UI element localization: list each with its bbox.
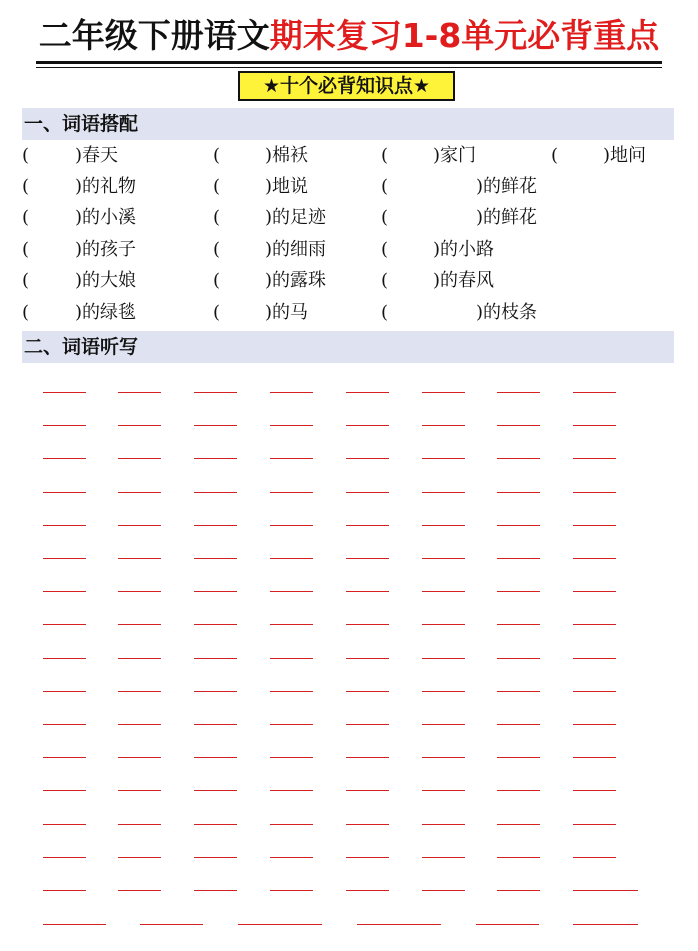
- dictation-blank-line[interactable]: [43, 458, 86, 459]
- dictation-blank-line[interactable]: [573, 658, 616, 659]
- pairing-word: )的小路: [433, 239, 495, 260]
- pairing-word: )的鲜花: [476, 176, 538, 197]
- dictation-blank-line[interactable]: [422, 890, 465, 891]
- pairing-word: )的露珠: [265, 270, 327, 291]
- dictation-blank-line[interactable]: [118, 558, 161, 559]
- dictation-blank-line[interactable]: [43, 691, 86, 692]
- dictation-blank-line[interactable]: [194, 492, 237, 493]
- open-paren: (: [213, 145, 221, 166]
- dictation-blank-line[interactable]: [346, 790, 389, 791]
- dictation-blank-line[interactable]: [422, 525, 465, 526]
- dictation-blank-line[interactable]: [497, 724, 540, 725]
- dictation-blank-line[interactable]: [194, 425, 237, 426]
- pairing-word: )的小溪: [75, 207, 137, 228]
- section-heading-word-pairing: 一、词语搭配: [22, 108, 674, 140]
- dictation-blank-line[interactable]: [194, 890, 237, 891]
- dictation-blank-line[interactable]: [497, 890, 540, 891]
- dictation-blank-line[interactable]: [497, 790, 540, 791]
- dictation-blank-line[interactable]: [346, 392, 389, 393]
- dictation-blank-line[interactable]: [422, 757, 465, 758]
- pairing-word: )地说: [265, 176, 309, 197]
- dictation-blank-line[interactable]: [573, 790, 616, 791]
- dictation-blank-line[interactable]: [43, 624, 86, 625]
- dictation-blank-line[interactable]: [573, 525, 616, 526]
- dictation-blank-line[interactable]: [118, 824, 161, 825]
- dictation-blank-line[interactable]: [573, 591, 616, 592]
- page-title: [0, 14, 698, 58]
- dictation-blank-line[interactable]: [497, 824, 540, 825]
- dictation-blank-line[interactable]: [43, 924, 106, 925]
- dictation-blank-line[interactable]: [497, 492, 540, 493]
- dictation-blank-line[interactable]: [573, 890, 638, 891]
- dictation-blank-line[interactable]: [346, 591, 389, 592]
- dictation-blank-line[interactable]: [118, 658, 161, 659]
- dictation-blank-line[interactable]: [422, 458, 465, 459]
- dictation-blank-line[interactable]: [573, 392, 616, 393]
- dictation-blank-line[interactable]: [422, 724, 465, 725]
- dictation-blank-line[interactable]: [573, 824, 616, 825]
- title-rule-thin: [36, 67, 662, 68]
- dictation-blank-line[interactable]: [194, 525, 237, 526]
- open-paren: (: [22, 145, 30, 166]
- dictation-blank-line[interactable]: [497, 425, 540, 426]
- dictation-blank-line[interactable]: [497, 392, 540, 393]
- pairing-word: )棉袄: [265, 145, 309, 166]
- dictation-blank-line[interactable]: [43, 724, 86, 725]
- pairing-word: )春天: [75, 145, 119, 166]
- dictation-blank-line[interactable]: [270, 458, 313, 459]
- dictation-blank-line[interactable]: [573, 691, 616, 692]
- title-red-part: 期末复习1-8单元必背重点: [269, 16, 660, 55]
- dictation-blank-line[interactable]: [43, 591, 86, 592]
- dictation-blank-line[interactable]: [497, 757, 540, 758]
- dictation-blank-line[interactable]: [118, 757, 161, 758]
- dictation-blank-line[interactable]: [270, 591, 313, 592]
- dictation-blank-line[interactable]: [194, 724, 237, 725]
- dictation-blank-line[interactable]: [43, 392, 86, 393]
- title-rule-thick: [36, 61, 662, 64]
- knowledge-badge: ★十个必背知识点★: [238, 71, 455, 101]
- open-paren: (: [213, 176, 221, 197]
- dictation-blank-line[interactable]: [270, 658, 313, 659]
- dictation-blank-line[interactable]: [573, 924, 638, 925]
- pairing-word: )的马: [265, 302, 309, 323]
- dictation-blank-line[interactable]: [357, 924, 441, 925]
- dictation-blank-line[interactable]: [43, 492, 86, 493]
- dictation-blank-line[interactable]: [194, 591, 237, 592]
- pairing-word: )的绿毯: [75, 302, 137, 323]
- dictation-blank-line[interactable]: [118, 392, 161, 393]
- dictation-blank-line[interactable]: [422, 824, 465, 825]
- dictation-blank-line[interactable]: [422, 558, 465, 559]
- dictation-blank-line[interactable]: [43, 890, 86, 891]
- dictation-blank-line[interactable]: [140, 924, 203, 925]
- open-paren: (: [22, 239, 30, 260]
- dictation-blank-line[interactable]: [43, 525, 86, 526]
- dictation-blank-line[interactable]: [270, 525, 313, 526]
- dictation-blank-line[interactable]: [346, 658, 389, 659]
- open-paren: (: [22, 302, 30, 323]
- dictation-blank-line[interactable]: [497, 624, 540, 625]
- dictation-blank-line[interactable]: [43, 790, 86, 791]
- pairing-word: )地问: [603, 145, 647, 166]
- dictation-blank-line[interactable]: [346, 857, 389, 858]
- dictation-blank-line[interactable]: [118, 691, 161, 692]
- dictation-blank-line[interactable]: [346, 458, 389, 459]
- dictation-blank-line[interactable]: [422, 658, 465, 659]
- dictation-blank-line[interactable]: [270, 624, 313, 625]
- dictation-blank-line[interactable]: [43, 658, 86, 659]
- dictation-blank-line[interactable]: [497, 591, 540, 592]
- dictation-blank-line[interactable]: [422, 624, 465, 625]
- dictation-blank-line[interactable]: [573, 558, 616, 559]
- dictation-blank-line[interactable]: [118, 890, 161, 891]
- dictation-blank-line[interactable]: [270, 757, 313, 758]
- dictation-blank-line[interactable]: [346, 757, 389, 758]
- pairing-word: )家门: [433, 145, 477, 166]
- dictation-blank-line[interactable]: [497, 525, 540, 526]
- dictation-blank-line[interactable]: [194, 691, 237, 692]
- dictation-blank-line[interactable]: [497, 691, 540, 692]
- dictation-blank-line[interactable]: [43, 857, 86, 858]
- dictation-blank-line[interactable]: [43, 558, 86, 559]
- open-paren: (: [381, 239, 389, 260]
- dictation-blank-line[interactable]: [346, 425, 389, 426]
- dictation-blank-line[interactable]: [346, 558, 389, 559]
- dictation-blank-line[interactable]: [194, 824, 237, 825]
- dictation-blank-line[interactable]: [194, 790, 237, 791]
- pairing-word: )的孩子: [75, 239, 137, 260]
- dictation-blank-line[interactable]: [422, 492, 465, 493]
- dictation-blank-line[interactable]: [118, 525, 161, 526]
- dictation-blank-line[interactable]: [270, 425, 313, 426]
- dictation-blank-line[interactable]: [497, 458, 540, 459]
- dictation-blank-line[interactable]: [497, 558, 540, 559]
- pairing-word: )的细雨: [265, 239, 327, 260]
- dictation-blank-line[interactable]: [270, 724, 313, 725]
- dictation-blank-line[interactable]: [346, 525, 389, 526]
- dictation-blank-line[interactable]: [573, 458, 616, 459]
- open-paren: (: [381, 302, 389, 323]
- dictation-blank-line[interactable]: [194, 757, 237, 758]
- dictation-blank-line[interactable]: [194, 392, 237, 393]
- open-paren: (: [213, 302, 221, 323]
- dictation-blank-line[interactable]: [346, 691, 389, 692]
- open-paren: (: [381, 176, 389, 197]
- dictation-blank-line[interactable]: [118, 624, 161, 625]
- title-black-part: 二年级下册语文: [38, 16, 270, 55]
- dictation-blank-line[interactable]: [118, 458, 161, 459]
- dictation-blank-line[interactable]: [573, 492, 616, 493]
- dictation-blank-line[interactable]: [422, 790, 465, 791]
- dictation-blank-line[interactable]: [270, 691, 313, 692]
- dictation-blank-line[interactable]: [422, 425, 465, 426]
- dictation-blank-line[interactable]: [422, 591, 465, 592]
- pairing-word: )的大娘: [75, 270, 137, 291]
- dictation-blank-line[interactable]: [118, 425, 161, 426]
- open-paren: (: [213, 207, 221, 228]
- dictation-blank-line[interactable]: [422, 691, 465, 692]
- open-paren: (: [22, 176, 30, 197]
- dictation-blank-line[interactable]: [43, 757, 86, 758]
- pairing-word: )的足迹: [265, 207, 327, 228]
- open-paren: (: [22, 270, 30, 291]
- dictation-blank-line[interactable]: [346, 824, 389, 825]
- open-paren: (: [381, 207, 389, 228]
- open-paren: (: [381, 145, 389, 166]
- pairing-word: )的礼物: [75, 176, 137, 197]
- pairing-word: )的春风: [433, 270, 495, 291]
- dictation-blank-line[interactable]: [270, 857, 313, 858]
- open-paren: (: [213, 239, 221, 260]
- section-heading-dictation: 二、词语听写: [22, 331, 674, 363]
- dictation-blank-line[interactable]: [194, 658, 237, 659]
- dictation-blank-line[interactable]: [43, 824, 86, 825]
- dictation-blank-line[interactable]: [573, 425, 616, 426]
- dictation-blank-line[interactable]: [270, 890, 313, 891]
- dictation-blank-line[interactable]: [238, 924, 322, 925]
- dictation-blank-line[interactable]: [346, 890, 389, 891]
- open-paren: (: [213, 270, 221, 291]
- dictation-blank-line[interactable]: [573, 624, 616, 625]
- dictation-blank-line[interactable]: [270, 492, 313, 493]
- pairing-word: )的枝条: [476, 302, 538, 323]
- dictation-blank-line[interactable]: [118, 492, 161, 493]
- dictation-blank-line[interactable]: [270, 824, 313, 825]
- dictation-blank-line[interactable]: [270, 392, 313, 393]
- dictation-blank-line[interactable]: [43, 425, 86, 426]
- dictation-blank-line[interactable]: [422, 392, 465, 393]
- dictation-blank-line[interactable]: [118, 591, 161, 592]
- dictation-blank-line[interactable]: [476, 924, 539, 925]
- dictation-blank-line[interactable]: [194, 458, 237, 459]
- dictation-blank-line[interactable]: [422, 857, 465, 858]
- dictation-blank-line[interactable]: [118, 857, 161, 858]
- dictation-blank-line[interactable]: [118, 724, 161, 725]
- open-paren: (: [381, 270, 389, 291]
- dictation-blank-line[interactable]: [573, 857, 616, 858]
- dictation-blank-line[interactable]: [346, 724, 389, 725]
- open-paren: (: [551, 145, 559, 166]
- dictation-blank-line[interactable]: [194, 857, 237, 858]
- dictation-blank-line[interactable]: [194, 624, 237, 625]
- dictation-blank-line[interactable]: [346, 624, 389, 625]
- dictation-blank-line[interactable]: [346, 492, 389, 493]
- dictation-blank-line[interactable]: [497, 857, 540, 858]
- dictation-blank-line[interactable]: [270, 790, 313, 791]
- dictation-blank-line[interactable]: [573, 724, 616, 725]
- dictation-blank-line[interactable]: [194, 558, 237, 559]
- open-paren: (: [22, 207, 30, 228]
- dictation-blank-line[interactable]: [270, 558, 313, 559]
- dictation-blank-line[interactable]: [573, 757, 616, 758]
- pairing-word: )的鲜花: [476, 207, 538, 228]
- dictation-blank-line[interactable]: [118, 790, 161, 791]
- dictation-blank-line[interactable]: [497, 658, 540, 659]
